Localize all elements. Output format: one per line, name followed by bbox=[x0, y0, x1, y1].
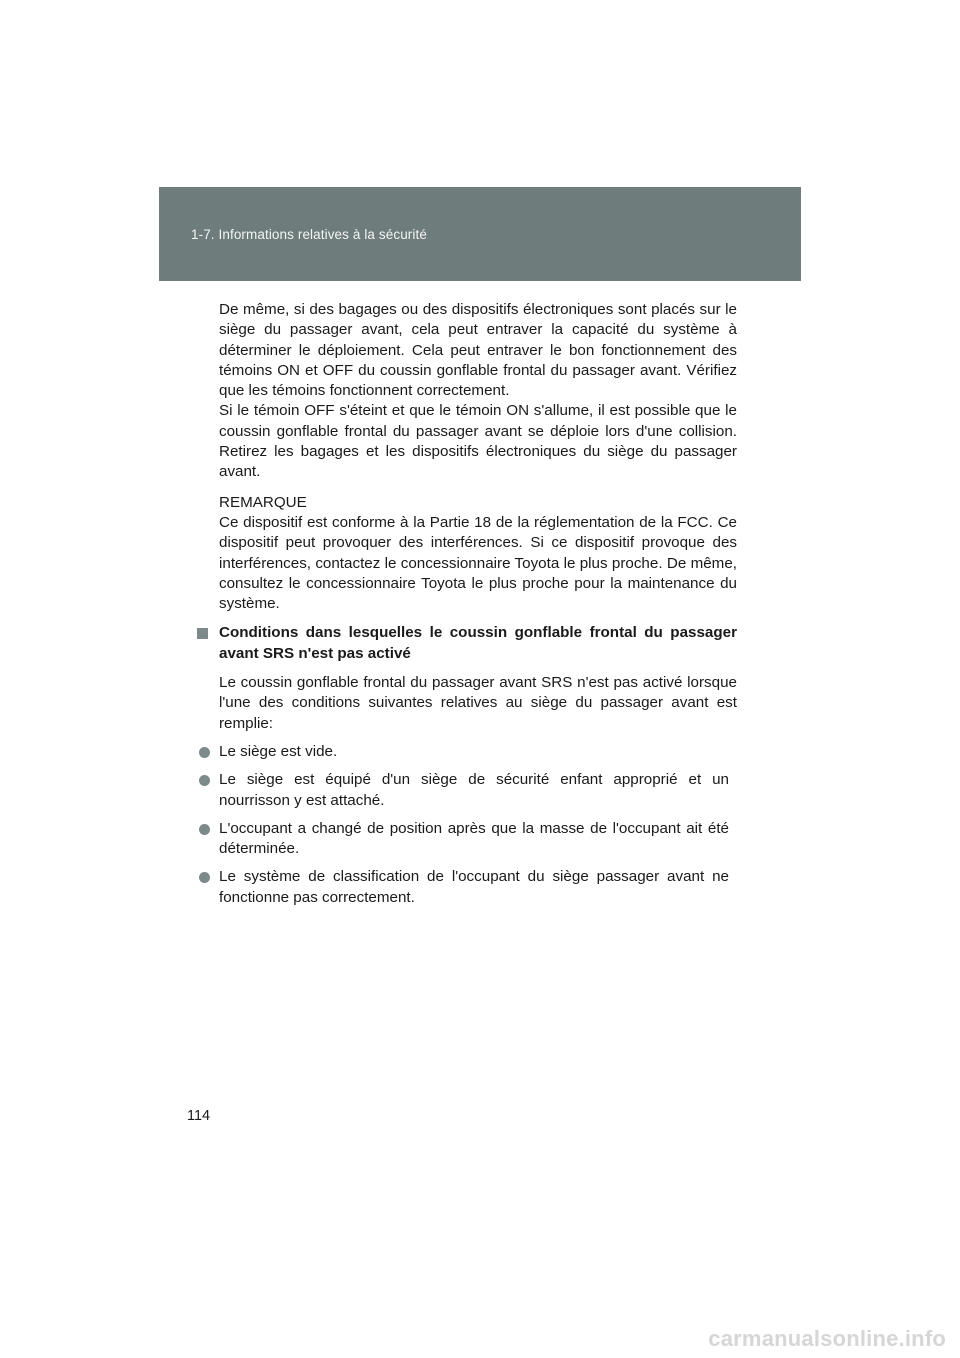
list-item-text: Le siège est équipé d'un siège de sécurité enfant approprié et un nourrisson y est attaché. bbox=[219, 771, 729, 809]
conditions-list bbox=[197, 742, 737, 908]
paragraph-indicator-warning: Si le témoin OFF s'éteint et que le témoin ON s'allume, il est possible que le coussin gonflable frontal du passager avant se déploie lors d'une collision. Retirez les bagages et les dispositifs électroniques du siège du passager avant. bbox=[219, 402, 737, 481]
chapter-header-band bbox=[159, 187, 801, 281]
list-item-text: Le siège est vide. bbox=[219, 742, 338, 760]
list-item bbox=[197, 742, 729, 762]
list-item-text: L'occupant a changé de position après que la masse de l'occupant ait été déterminée. bbox=[219, 819, 729, 858]
circle-bullet-icon bbox=[199, 775, 210, 786]
list-item bbox=[197, 770, 729, 811]
conditions-heading bbox=[197, 623, 737, 664]
conditions-heading-text: Conditions dans lesquelles le coussin gonflable frontal du passager avant SRS n'est pas activé bbox=[219, 624, 737, 662]
section-title: 1-7. Informations relatives à la sécurité bbox=[191, 227, 427, 242]
fcc-note bbox=[197, 493, 737, 615]
list-item bbox=[197, 819, 729, 860]
watermark: carmanualsonline.info bbox=[708, 1326, 946, 1351]
circle-bullet-icon bbox=[199, 872, 210, 883]
circle-bullet-icon bbox=[199, 824, 210, 835]
note-text: Ce dispositif est conforme à la Partie 18 de la réglementation de la FCC. Ce dispositif peut provoquer des interférences. Si ce dispositif provoque des interférences, contactez le concessionnaire Toyota le plus proche. De même, consultez le concessionnaire Toyota le plus proche pour la maintenance du système. bbox=[219, 513, 737, 613]
note-label: REMARQUE bbox=[219, 493, 307, 511]
conditions-intro: Le coussin gonflable frontal du passager avant SRS n'est pas activé lorsque l'une des conditions suivantes relatives au siège du passager avant est remplie: bbox=[219, 674, 737, 732]
page-number: 114 bbox=[187, 1108, 211, 1124]
list-item bbox=[197, 867, 729, 908]
list-item-text: Le système de classification de l'occupant du siège passager avant ne fonctionne pas correctement. bbox=[219, 868, 729, 906]
page-content bbox=[197, 300, 737, 916]
square-bullet-icon bbox=[197, 628, 208, 639]
paragraph-luggage-warning: De même, si des bagages ou des dispositifs électroniques sont placés sur le siège du passager avant, cela peut entraver la capacité du système à déterminer le déploiement. Cela peut entraver le bon fonctionnement des témoins ON et OFF du coussin gonflable frontal du passager avant. Vérifiez que les témoins fonctionnent correctement. bbox=[219, 301, 737, 400]
circle-bullet-icon bbox=[199, 747, 210, 758]
